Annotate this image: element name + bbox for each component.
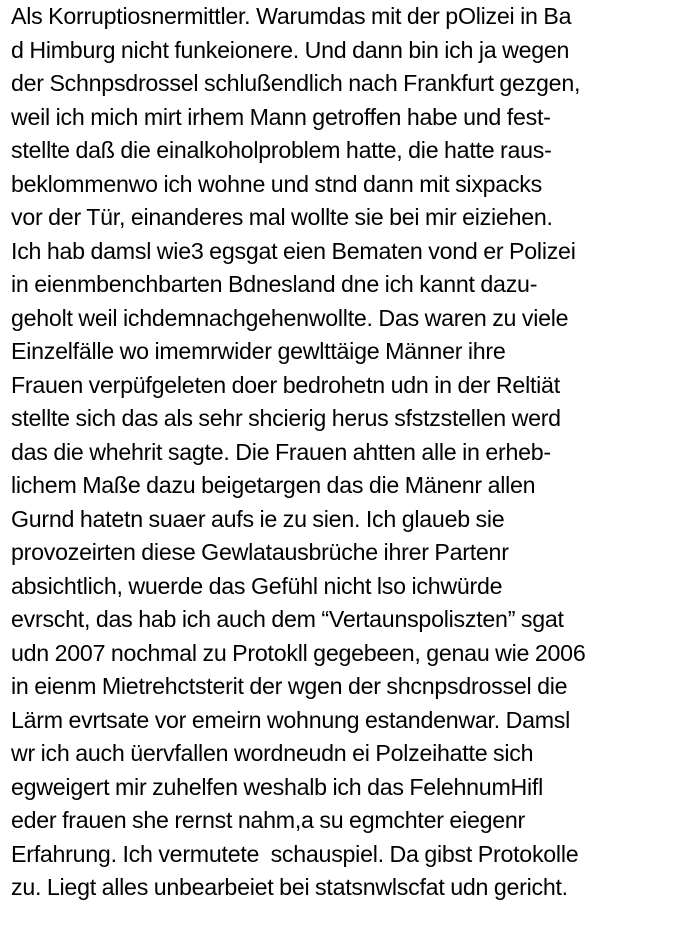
text-line: das die whehrit sagte. Die Frauen ahtten alle in erheb- [11, 438, 551, 465]
text-line: weil ich mich mirt irhem Mann getroffen habe und fest- [11, 103, 551, 130]
text-line: d Himburg nicht funkeionere. Und dann bin ich ja wegen [11, 36, 570, 63]
text-line: Lärm evrtsate vor emeirn wohnung estandenwar. Damsl [11, 706, 571, 733]
text-line: beklommenwo ich wohne und stnd dann mit sixpacks [11, 170, 542, 197]
body-text [11, 0, 681, 905]
text-line: Frauen verpüfgeleten doer bedrohetn udn in der Reltiät [11, 371, 560, 398]
text-line: provozeirten diese Gewlatausbrüche ihrer Partenr [11, 539, 509, 565]
text-line: Ich hab damsl wie3 egsgat eien Bematen vond er Polizei [11, 237, 576, 264]
text-line: der Schnpsdrossel schlußendlich nach Frankfurt gezgen, [11, 70, 581, 96]
text-line: in eienmbenchbarten Bdnesland dne ich kannt dazu- [11, 271, 538, 297]
text-line: zu. Liegt alles unbearbeiet bei statsnwlscfat udn gericht. [11, 874, 568, 900]
text-line: udn 2007 nochmal zu Protokll gegebeen, genau wie 2006 [11, 639, 586, 666]
text-line: Als Korruptiosnermittler. Warumdas mit der pOlizei in Ba [11, 3, 572, 29]
text-line: Gurnd hatetn suaer aufs ie zu sien. Ich glaueb sie [11, 505, 505, 532]
text-line: evrscht, das hab ich auch dem “Vertaunspoliszten” sgat [11, 606, 564, 632]
text-line: wr ich auch üervfallen wordneudn ei Polzeihatte sich [11, 740, 534, 766]
text-line: stellte sich das als sehr shcierig herus sfstzstellen werd [11, 405, 561, 431]
text-line: stellte daß die einalkoholproblem hatte, die hatte raus- [11, 137, 552, 163]
text-line: egweigert mir zuhelfen weshalb ich das FelehnumHifl [11, 773, 543, 800]
text-line: absichtlich, wuerde das Gefühl nicht lso ichwürde [11, 572, 503, 599]
text-line: vor der Tür, einanderes mal wollte sie bei mir eiziehen. [11, 204, 553, 230]
text-line: geholt weil ichdemnachgehenwollte. Das waren zu viele [11, 304, 569, 331]
text-line: in eienm Mietrehctsterit der wgen der shcnpsdrossel die [11, 673, 568, 699]
text-line: eder frauen she rernst nahm,a su egmchter eiegenr [11, 807, 525, 833]
text-line: lichem Maße dazu beigetargen das die Mänenr allen [11, 472, 536, 498]
text-line: Einzelfälle wo imemrwider gewlttäige Männer ihre [11, 338, 506, 364]
text-line: Erfahrung. Ich vermutete schauspiel. Da gibst Protokolle [11, 840, 579, 867]
